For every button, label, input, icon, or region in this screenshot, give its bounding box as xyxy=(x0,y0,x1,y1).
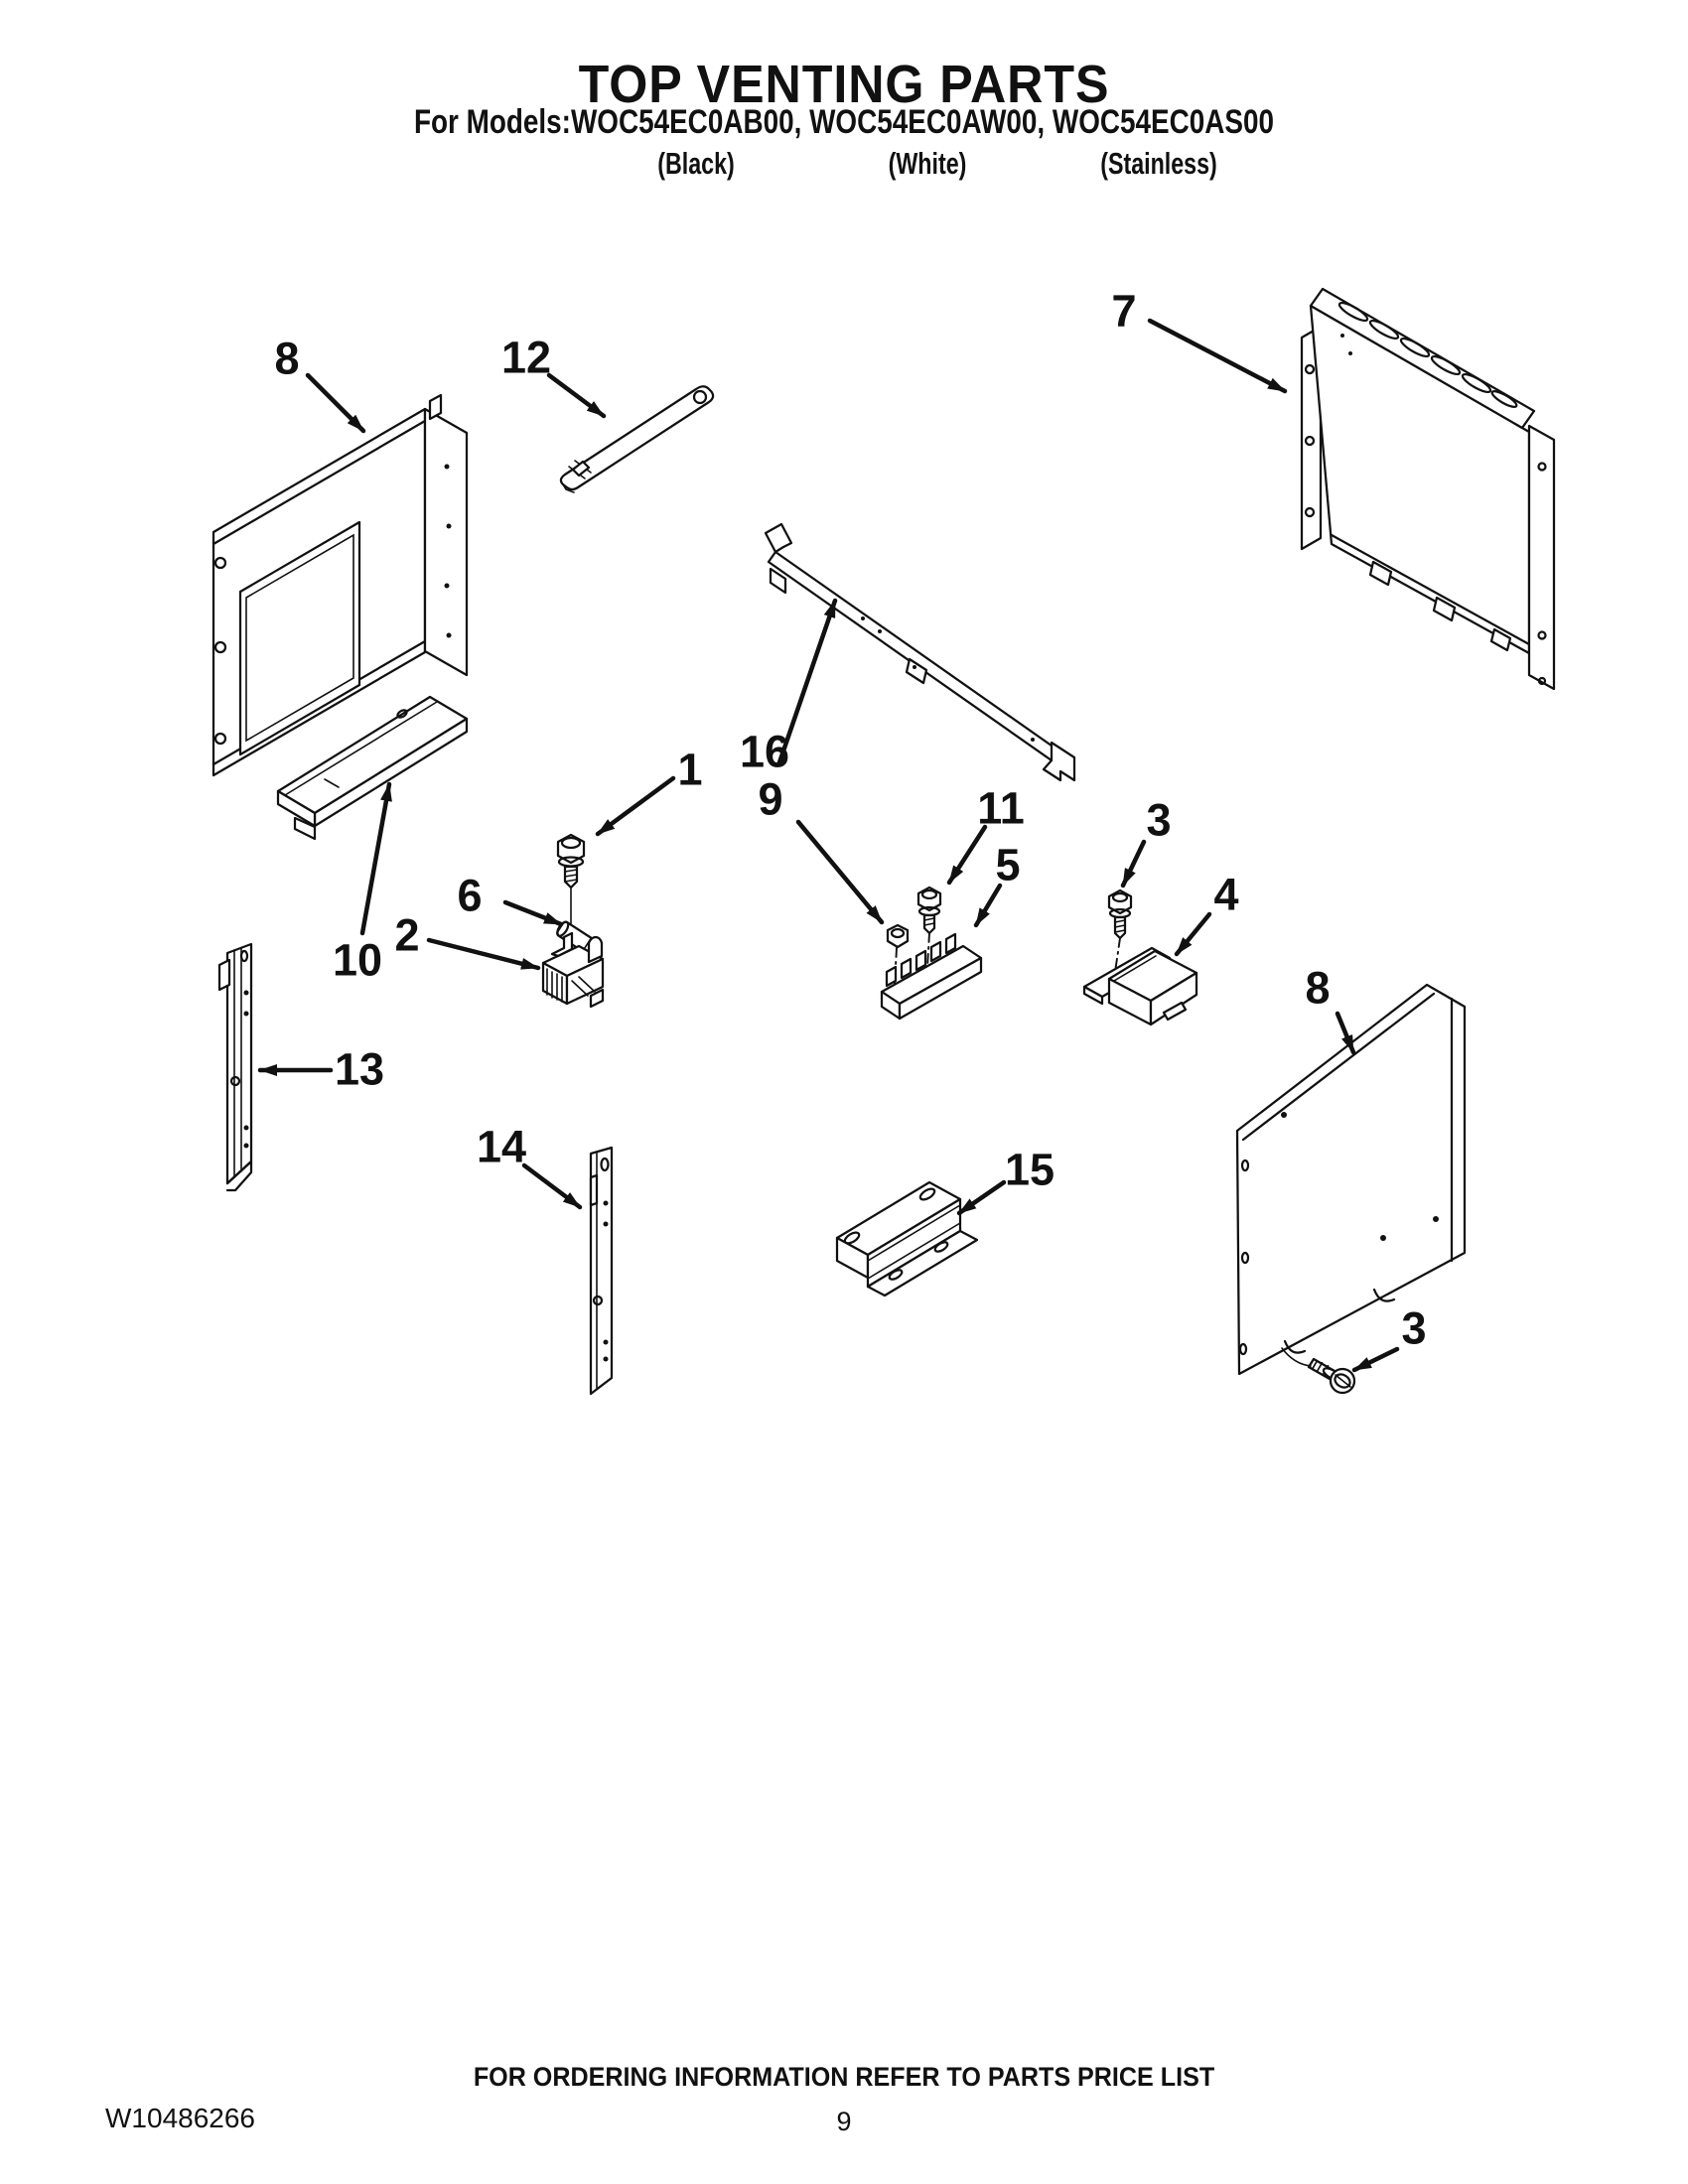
part-callout-13: 13 xyxy=(334,1043,385,1095)
document-number: W10486266 xyxy=(105,2103,256,2133)
part-callout-9: 9 xyxy=(758,773,783,825)
part-callout-6: 6 xyxy=(457,870,483,921)
part-callout-7: 7 xyxy=(1111,285,1137,337)
part-callout-16: 16 xyxy=(739,726,790,777)
part-16-rail-drawing xyxy=(766,524,1074,780)
part-14-rail-drawing xyxy=(591,1148,612,1394)
part-callout-10: 10 xyxy=(332,934,383,986)
part-callout-3-lower: 3 xyxy=(1401,1302,1427,1354)
page-number: 9 xyxy=(836,2107,852,2136)
part-4-cover-drawing xyxy=(1084,948,1196,1024)
part-callout-4: 4 xyxy=(1213,869,1239,920)
part-callout-11: 11 xyxy=(977,782,1025,834)
finish-label-stainless: (Stainless) xyxy=(1100,146,1217,181)
finish-label-white: (White) xyxy=(888,146,967,181)
part-13-rail-drawing xyxy=(219,944,251,1190)
screw-3-lower-drawing xyxy=(1282,1348,1354,1393)
part-callout-2: 2 xyxy=(394,909,420,961)
page-title: TOP VENTING PARTS xyxy=(578,55,1110,114)
part-7-vent-panel-drawing xyxy=(1302,289,1554,689)
ordering-note: FOR ORDERING INFORMATION REFER TO PARTS PRICE LIST xyxy=(473,2062,1215,2092)
models-line: For Models:WOC54EC0AB00, WOC54EC0AW00, WOC54EC0AS00 xyxy=(413,103,1275,141)
part-callout-3-upper: 3 xyxy=(1146,794,1172,846)
part-callout-8-top: 8 xyxy=(274,333,300,384)
part-callout-1: 1 xyxy=(677,744,703,795)
part-callout-8-lower: 8 xyxy=(1305,962,1331,1014)
part-2-bracket-drawing xyxy=(543,933,603,1007)
part-callout-5: 5 xyxy=(995,839,1021,890)
part-callout-14: 14 xyxy=(476,1121,527,1172)
part-callout-15: 15 xyxy=(1004,1144,1055,1195)
finish-label-black: (Black) xyxy=(657,146,735,181)
part-15-bracket-drawing xyxy=(837,1182,977,1296)
part-callout-12: 12 xyxy=(500,332,552,383)
